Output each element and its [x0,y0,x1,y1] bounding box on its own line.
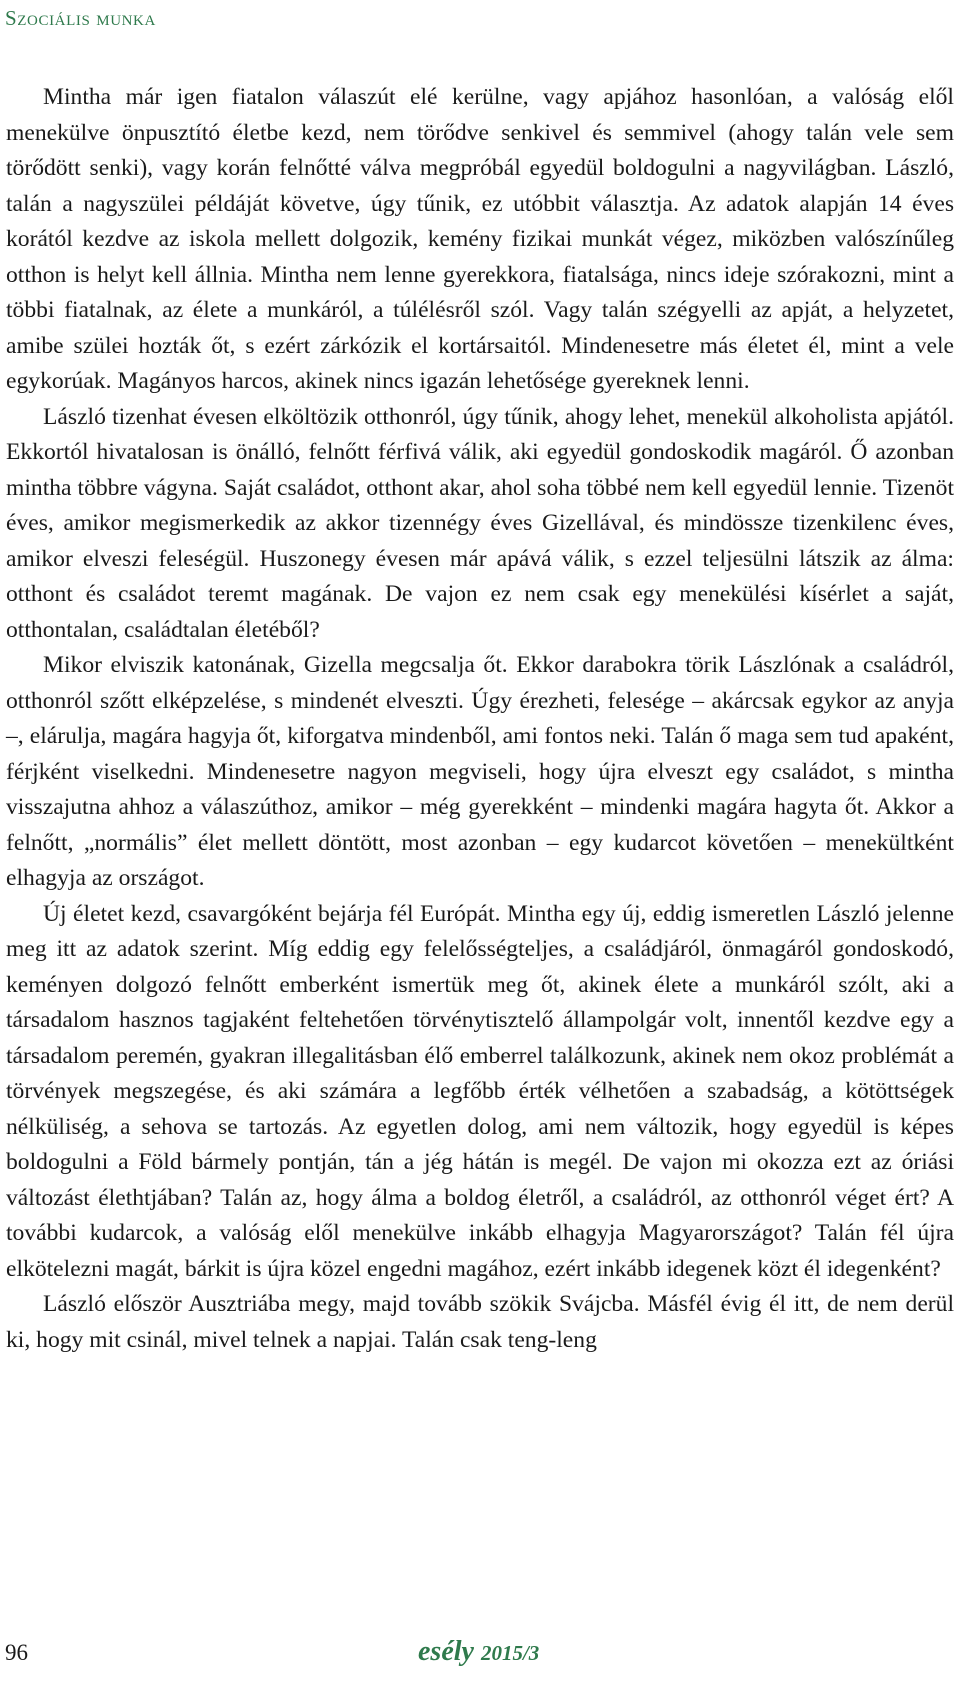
journal-name: esély [418,1636,474,1667]
paragraph: Mintha már igen fiatalon válaszút elé kerülne, vagy apjához hasonlóan, a valóság elől menekülve önpusztító életbe kezd, nem törődve senkivel és semmivel (ahogy talán vele sem törődött senki), vagy korán felnőtté válva megpróbál egyedül boldogulni a nagyvilágban. László, talán a nagyszülei példáját követve, úgy tűnik, ez utóbbit választja. Az adatok alapján 14 éves korától kezdve az iskola mellett dolgozik, kemény fizikai munkát végez, miközben valószínűleg otthon is helyt kell állnia. Mintha nem lenne gyerekkora, fiatalsága, nincs ideje szórakozni, mint a többi fiatalnak, az élete a munkáról, a túlélésről szól. Vagy talán szégyelli az apját, a helyzetet, amibe szülei hozták őt, s ezért zárkózik el kortársaitól. Mindenesetre más életet él, mint a vele egykorúak. Magányos harcos, akinek nincs igazán lehetősége gyereknek lenni. [6,84,954,394]
running-head: Szociális munka [5,6,156,30]
journal-title [418,1636,539,1668]
paragraph: László először Ausztriába megy, majd tovább szökik Svájcba. Másfél évig él itt, de nem derül ki, hogy mit csinál, mivel telnek a napjai. Talán csak teng-leng [6,1291,954,1353]
paragraph: Mikor elviszik katonának, Gizella megcsalja őt. Ekkor darabokra törik Lászlónak a családról, otthonról szőtt elképzelése, s mindenét elveszti. Úgy érezheti, felesége – akárcsak egykor az anyja –, elárulja, magára hagyja őt, kiforgatva mindenből, ami fontos neki. Talán ő maga sem tud apaként, férjként viselkedni. Mindenesetre nagyon megviseli, hogy újra elveszt egy családot, s mintha visszajutna ahhoz a válaszúthoz, amikor – még gyerekként – mindenki magára hagyta őt. Akkor a felnőtt, „normális” élet mellett döntött, most azonban – egy kudarcot követően – menekültként elhagyja az országot. [6,652,954,891]
paragraph: László tizenhat évesen elköltözik otthonról, úgy tűnik, ahogy lehet, menekül alkoholista apjától. Ekkortól hivatalosan is önálló, felnőtt férfivá válik, aki egyedül gondoskodik magáról. Ő azonban mintha többre vágyna. Saját családot, otthont akar, ahol soha többé nem kell egyedül lennie. Tizenöt éves, amikor megismerkedik az akkor tizennégy éves Gizellával, és mindössze tizenkilenc éves, amikor elveszi feleségül. Huszonegy évesen már apává válik, s ezzel teljesülni látszik az álma: otthont és családot teremt magának. De vajon ez nem csak egy menekülési kísérlet a saját, otthontalan, családtalan életéből? [6,403,954,643]
journal-issue: 2015/3 [480,1641,540,1665]
article-body [6,80,954,1358]
paragraph: Új életet kezd, csavargóként bejárja fél Európát. Mintha egy új, eddig ismeretlen László jelenne meg itt az adatok szerint. Míg eddig egy felelősségteljes, a családjáról, önmagáról gondoskodó, keményen dolgozó felnőtt emberként ismertük meg őt, akinek élete a munkáról szólt, aki a társadalom hasznos tagjaként feltehetően törvénytisztelő állampolgár volt, innentől kezdve egy a társadalom peremén, gyakran illegalitásban élő emberrel találkozunk, akinek nem okoz problémát a törvények megszegése, és aki számára a legfőbb érték vélhetően a szabadság, a kötöttségek nélküliség, a sehova se tartozás. Az egyetlen dolog, ami nem változik, hogy egyedül is képes boldogulni a Föld bármely pontján, tán a jég hátán is megél. De vajon mi okozza ezt az óriási változást élethtjában? Talán az, hogy álma a boldog életről, a családról, az otthonról véget ért? A további kudarcok, a valóság elől menekülve inkább elhagyja Magyarországot? Talán fél újra elkötelezni magát, bárkit is újra közel engedni magához, ezért inkább idegenek közt él idegenként? [6,900,954,1282]
page-number: 96 [5,1640,28,1665]
